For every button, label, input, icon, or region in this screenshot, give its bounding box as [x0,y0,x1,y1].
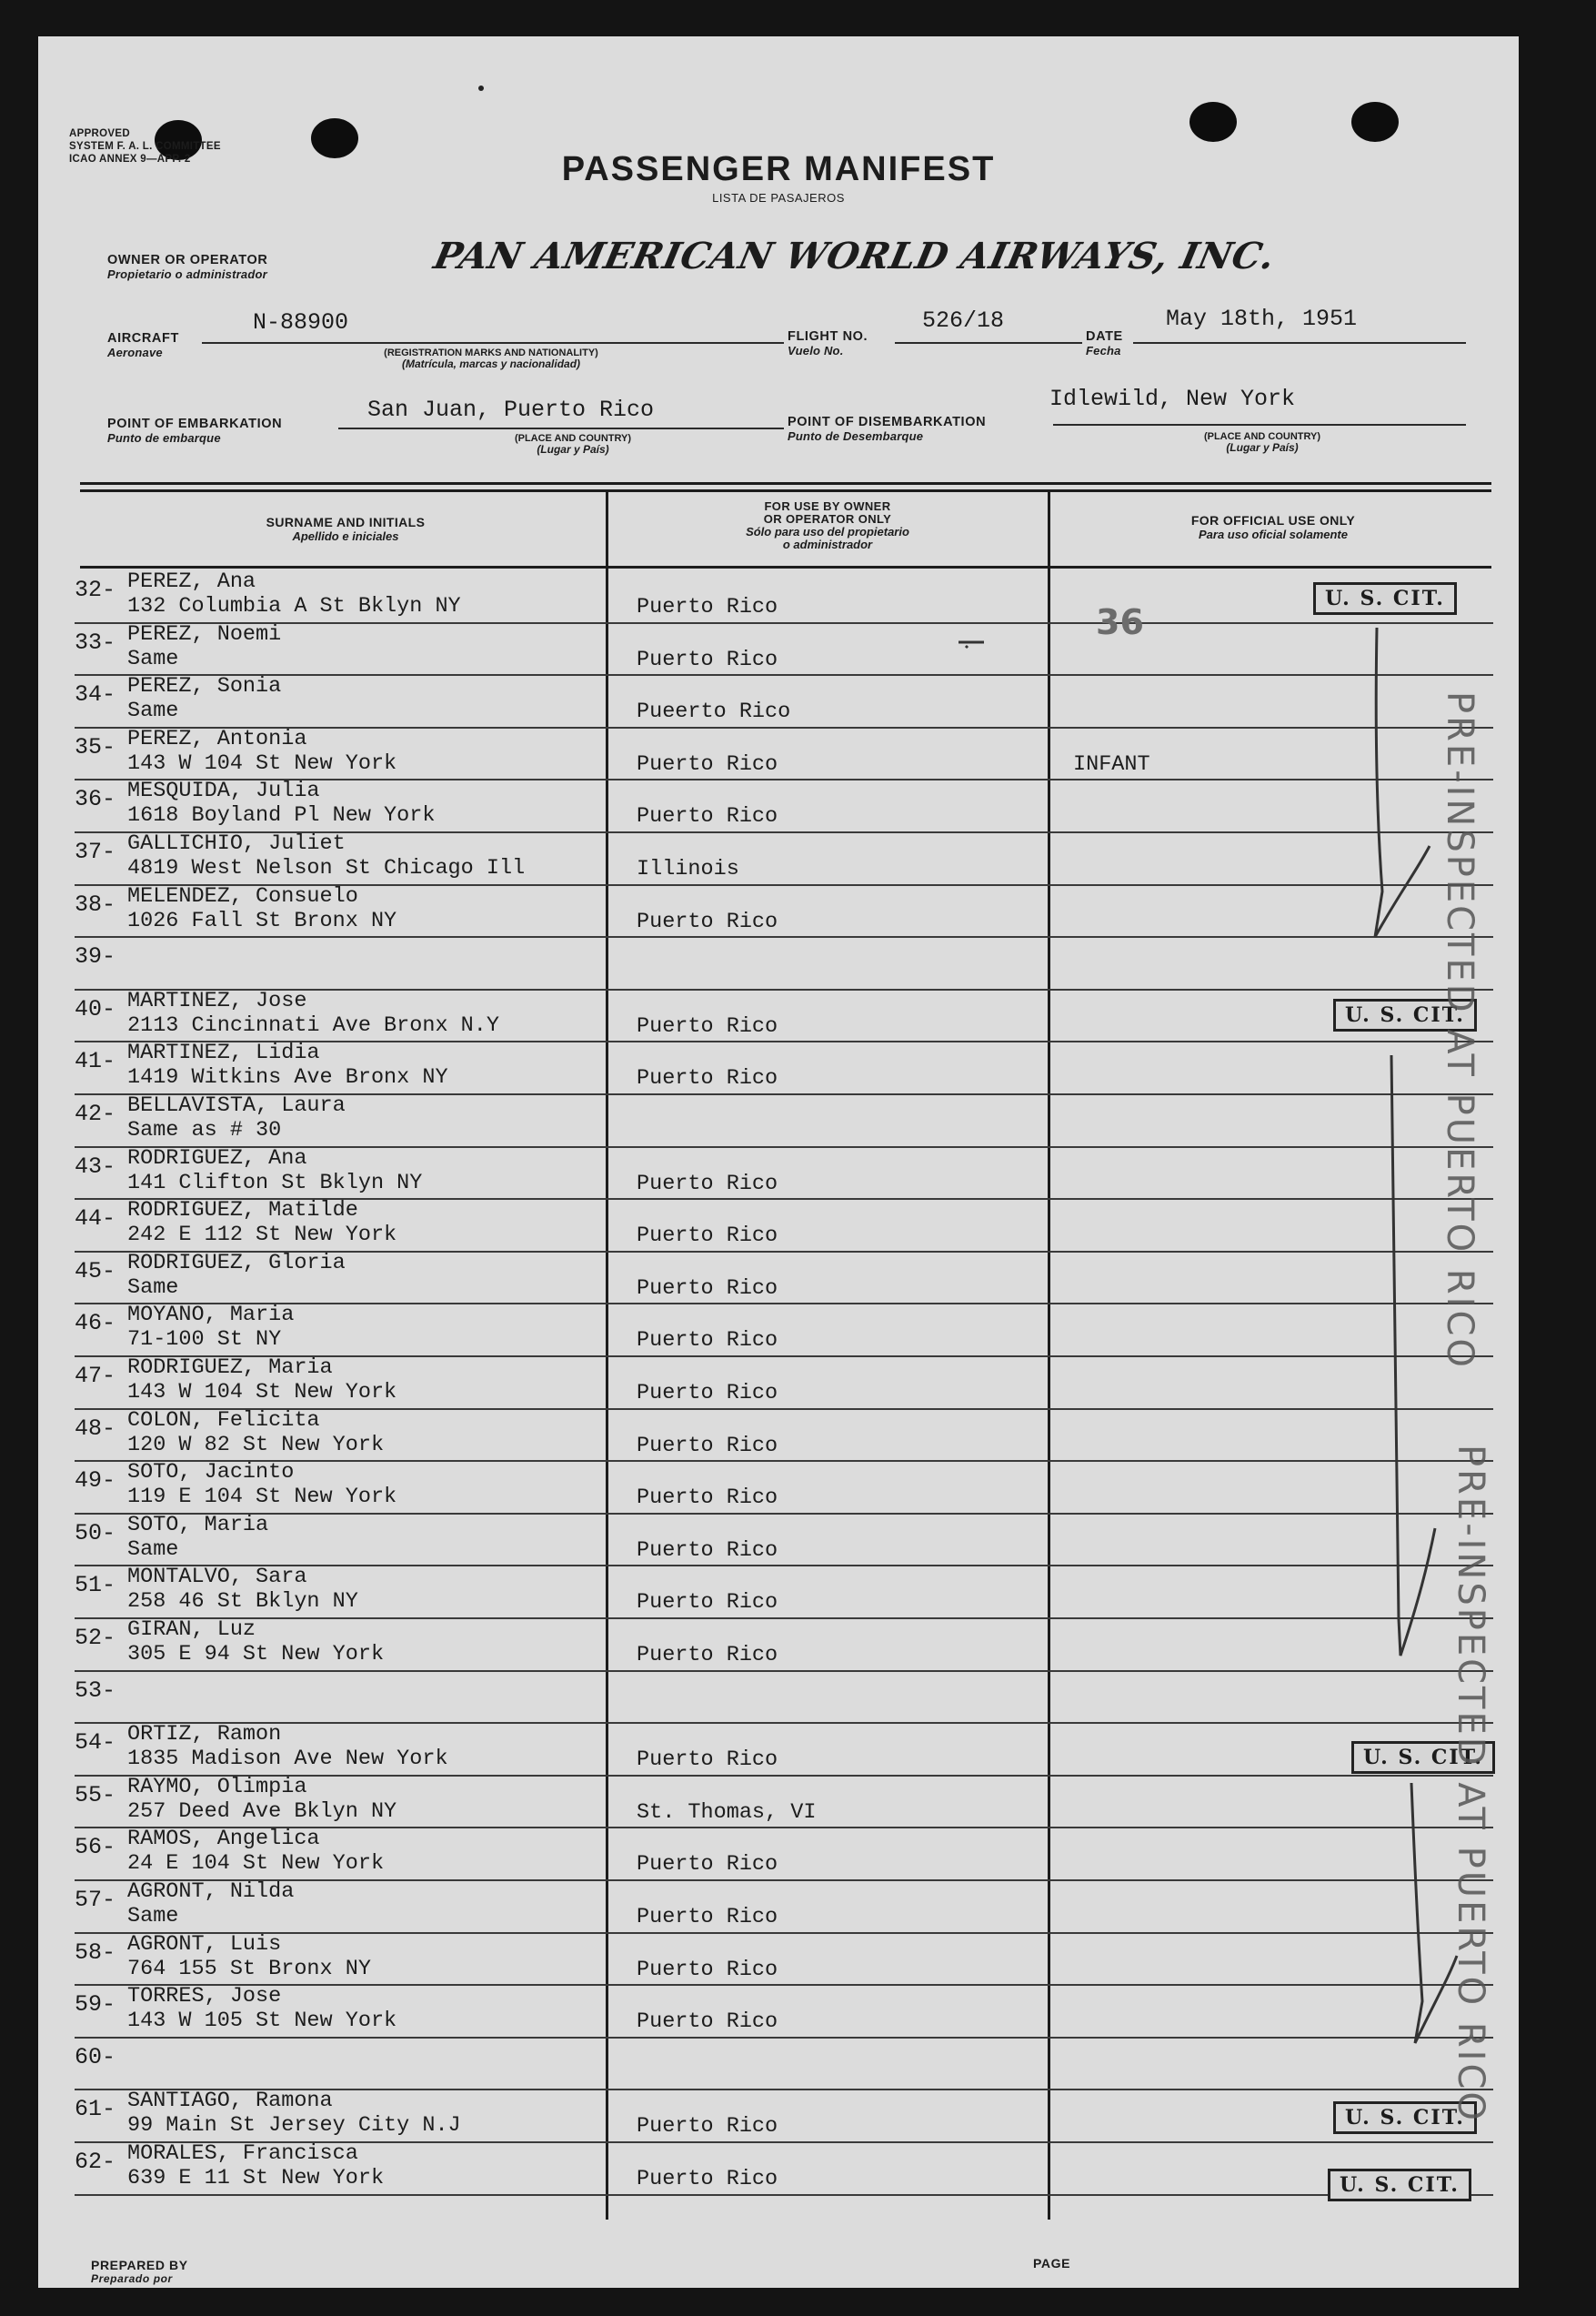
us-citizen-stamp: U. S. CIT. [1328,2169,1471,2201]
approval-line: ICAO ANNEX 9—APP. 2 [69,154,191,165]
residence-cell: Puerto Rico [637,1066,778,1092]
disembarkation-value: Idlewild, New York [1049,386,1296,412]
owner-label-es: Propietario o administrador [107,267,267,281]
approval-note [69,127,221,166]
passenger-name: PEREZ, Antonia [127,726,307,751]
passenger-address: 764 155 St Bronx NY [127,1956,371,1981]
prepared-by-label [91,2258,188,2285]
table-row [75,989,1493,1043]
passenger-address: 258 46 St Bklyn NY [127,1589,358,1615]
passenger-name: MARTINEZ, Jose [127,988,307,1013]
row-number: 44- [75,1205,116,1233]
passenger-name: AGRONT, Luis [127,1931,282,1957]
residence-cell: Puerto Rico [637,909,778,934]
passenger-address: 24 E 104 St New York [127,1851,385,1877]
passenger-name: RODRIGUEZ, Gloria [127,1250,346,1275]
preinspected-stamp: PRE-INSPECTED AT PUERTO RICO [1450,1445,1491,2123]
passenger-address: 242 E 112 St New York [127,1223,397,1248]
column-header-text: SURNAME AND INITIALS [266,515,426,529]
column-header-surname [109,515,582,544]
ink-speck [478,86,484,91]
passenger-address: 119 E 104 St New York [127,1485,397,1510]
table-row [75,1932,1493,1987]
punch-hole [1351,102,1399,142]
row-number: 59- [75,1991,116,2019]
table-row [75,2089,1493,2143]
residence-cell: Puerto Rico [637,1852,778,1878]
table-row [75,2141,1493,2196]
passenger-address: 1618 Boyland Pl New York [127,803,436,829]
passenger-address: 71-100 St NY [127,1327,282,1353]
row-number: 50- [75,1519,116,1546]
residence-cell: Puerto Rico [637,1643,778,1667]
official-use-cell: INFANT [1073,751,1150,777]
aircraft-label-text: AIRCRAFT [107,331,179,346]
place-caption-text: (PLACE AND COUNTRY) [514,433,632,444]
residence-cell: Puerto Rico [637,595,778,619]
residence-cell: St. Thomas, VI [637,1799,817,1825]
preinspected-stamp: PRE-INSPECTED AT PUERTO RICO [1439,691,1481,1370]
us-citizen-stamp: U. S. CIT. [1333,2101,1477,2134]
column-header-official [1064,513,1482,542]
residence-cell: Puerto Rico [637,804,778,830]
embark-label [107,417,282,446]
row-number: 53- [75,1677,116,1704]
place-caption-es: (Lugar y País) [537,443,609,456]
row-number: 57- [75,1887,116,1913]
passenger-name: TORRES, Jose [127,1984,282,2009]
table-row [75,1408,1493,1463]
embark-label-es: Punto de embarque [107,431,221,445]
passenger-address: 1419 Witkins Ave Bronx NY [127,1065,448,1091]
passenger-name: AGRONT, Nilda [127,1879,295,1904]
flight-number: 526/18 [922,307,1005,334]
table-row [75,1565,1493,1619]
row-number: 39- [75,943,116,971]
passenger-name: RODRIGUEZ, Matilde [127,1198,358,1223]
handwritten-number: 36 [1096,602,1144,642]
table-row [75,569,1493,624]
disembark-label [788,415,986,444]
residence-cell: Puerto Rico [637,2009,778,2035]
passenger-name: RAMOS, Angelica [127,1827,320,1852]
table-row [75,1879,1493,1934]
date-label-es: Fecha [1086,344,1121,357]
carrier-name: PAN AMERICAN WORLD AIRWAYS, INC. [430,235,1280,277]
passenger-address: Same as # 30 [127,1118,282,1143]
table-row [75,1670,1493,1725]
passenger-name: SOTO, Jacinto [127,1460,295,1485]
row-number: 32- [75,577,116,603]
table-row [75,779,1493,833]
passenger-name: RODRIGUEZ, Ana [127,1145,307,1171]
row-number: 45- [75,1257,116,1284]
passenger-address: 143 W 104 St New York [127,750,397,776]
residence-cell: Puerto Rico [637,1747,778,1773]
row-number: 42- [75,1101,116,1127]
disembark-label-es: Punto de Desembarque [788,429,924,443]
residence-cell: Puerto Rico [637,2167,778,2191]
embark-label-text: POINT OF EMBARKATION [107,417,283,431]
table-row [75,2037,1493,2091]
place-caption-text: (PLACE AND COUNTRY) [1203,431,1321,442]
column-header-es: Para uso oficial solamente [1198,528,1348,541]
passenger-address: Same [127,646,179,671]
underline [1133,342,1466,344]
table-row [75,1355,1493,1410]
passenger-address: 120 W 82 St New York [127,1432,385,1457]
passenger-name: MOYANO, Maria [127,1303,295,1328]
underline [895,342,1082,344]
aircraft-label-es: Aeronave [107,346,163,359]
row-number: 56- [75,1834,116,1861]
row-number: 55- [75,1781,116,1808]
table-row [75,1198,1493,1253]
residence-cell: Puerto Rico [637,1171,778,1196]
passenger-name: GALLICHIO, Juliet [127,831,346,856]
disembark-label-text: POINT OF DISEMBARKATION [788,415,987,429]
table-row [75,622,1493,677]
passenger-name: RODRIGUEZ, Maria [127,1355,333,1380]
passenger-address: 1026 Fall St Bronx NY [127,908,397,933]
passenger-name: PEREZ, Ana [127,569,256,594]
row-number: 36- [75,786,116,813]
table-rule [80,566,1491,569]
column-header-text: FOR OFFICIAL USE ONLY [1190,513,1356,528]
passenger-name: PEREZ, Sonia [127,674,282,700]
table-row [75,1827,1493,1881]
approval-line: SYSTEM F. A. L. COMMITTEE [69,141,221,152]
row-number: 46- [75,1310,116,1337]
place-caption-es: (Lugar y País) [1226,441,1299,454]
disembark-caption [1171,431,1353,453]
row-number: 40- [75,995,116,1022]
passenger-name: MESQUIDA, Julia [127,779,320,804]
passenger-address: Same [127,1536,179,1562]
column-header-es: Sólo para uso del propietario [746,525,909,539]
residence-cell: Pueerto Rico [637,700,791,725]
column-header-owner [618,500,1037,551]
column-header-es: o administrador [782,538,873,551]
passenger-name: COLON, Felicita [127,1407,320,1433]
passenger-name: MARTINEZ, Lidia [127,1041,320,1066]
passenger-name: RAYMO, Olimpia [127,1774,307,1799]
passenger-name: SANTIAGO, Ramona [127,2089,333,2114]
prepared-by-text: PREPARED BY [91,2258,188,2272]
table-row [75,936,1493,991]
us-citizen-stamp: U. S. CIT. [1313,582,1457,615]
punch-hole [311,118,358,158]
passenger-address: Same [127,699,179,724]
underline [1053,424,1466,426]
aircraft-caption-text: (REGISTRATION MARKS AND NATIONALITY) [384,347,598,358]
passenger-name: MORALES, Francisca [127,2141,358,2166]
page-subtitle: LISTA DE PASAJEROS [712,191,845,205]
passenger-address: 257 Deed Ave Bklyn NY [127,1798,397,1824]
row-number: 41- [75,1048,116,1075]
residence-cell: Puerto Rico [637,1013,778,1039]
row-number: 51- [75,1572,116,1599]
embarkation-value: San Juan, Puerto Rico [367,397,655,423]
aircraft-label [107,331,179,360]
passenger-address: 143 W 104 St New York [127,1380,397,1405]
passenger-name: GIRAN, Luz [127,1617,256,1642]
residence-cell: Illinois [637,857,739,881]
table-row [75,1617,1493,1672]
column-header-text: FOR USE BY OWNER [764,499,891,513]
approval-line: APPROVED [69,128,130,139]
table-row [75,1513,1493,1567]
passenger-address: 305 E 94 St New York [127,1642,385,1667]
residence-cell: Puerto Rico [637,1957,778,1982]
flight-label-es: Vuelo No. [788,344,844,357]
residence-cell: Puerto Rico [637,1381,778,1405]
date-label [1086,329,1123,358]
row-number: 37- [75,839,116,865]
residence-cell: Puerto Rico [637,1328,778,1354]
table-row [75,674,1493,729]
table-row [75,727,1493,781]
prepared-by-es: Preparado por [91,2272,173,2285]
residence-cell: Puerto Rico [637,1223,778,1249]
flight-date: May 18th, 1951 [1166,306,1358,332]
row-number: 38- [75,891,116,918]
passenger-address: 2113 Cincinnati Ave Bronx N.Y [127,1012,499,1038]
passenger-address: 99 Main St Jersey City N.J [127,2113,461,2139]
row-number: 62- [75,2149,116,2175]
column-header-es: Apellido e iniciales [292,529,399,543]
table-row [75,884,1493,939]
passenger-name: PEREZ, Noemi [127,621,282,647]
flight-label [788,329,868,358]
table-row [75,831,1493,886]
row-number: 47- [75,1363,116,1389]
passenger-address: 132 Columbia A St Bklyn NY [127,594,461,619]
row-number: 52- [75,1625,116,1651]
underline [338,428,784,429]
table-rule [80,482,1491,485]
residence-cell: Puerto Rico [637,1485,778,1511]
passenger-name: MELENDEZ, Consuelo [127,883,358,909]
us-citizen-stamp: U. S. CIT. [1333,999,1477,1032]
aircraft-caption-es: (Matrícula, marcas y nacionalidad) [401,357,581,370]
passenger-address: 1835 Madison Ave New York [127,1747,448,1772]
row-number: 48- [75,1415,116,1442]
table-row [75,1984,1493,2039]
residence-cell: Puerto Rico [637,751,778,777]
residence-cell: Puerto Rico [637,2114,778,2140]
row-number: 49- [75,1467,116,1495]
table-row [75,1303,1493,1357]
aircraft-value: N-88900 [253,309,349,336]
residence-cell: Puerto Rico [637,647,778,672]
underline [202,342,784,344]
passenger-address: 143 W 105 St New York [127,2009,397,2034]
passenger-name: MONTALVO, Sara [127,1565,307,1590]
us-citizen-stamp: U. S. CIT. [1351,1741,1495,1774]
page-label: PAGE [1033,2256,1071,2271]
table-row [75,1460,1493,1515]
punch-hole [1189,102,1237,142]
passenger-address: Same [127,1904,179,1928]
row-number: 35- [75,733,116,760]
row-number: 54- [75,1729,116,1757]
passenger-address: 4819 West Nelson St Chicago Ill [127,856,526,881]
row-number: 33- [75,629,116,656]
row-number: 34- [75,681,116,709]
residence-cell: Puerto Rico [637,1537,778,1563]
passenger-address: 141 Clifton St Bklyn NY [127,1170,423,1195]
owner-label-text: OWNER OR OPERATOR [107,253,268,267]
residence-cell: Puerto Rico [637,1275,778,1301]
row-number: 60- [75,2043,116,2070]
table-row [75,1251,1493,1305]
passenger-name: ORTIZ, Ramon [127,1722,282,1747]
page-title: PASSENGER MANIFEST [561,150,996,188]
table-row [75,1093,1493,1148]
date-label-text: DATE [1086,329,1123,344]
residence-cell: Puerto Rico [637,1433,778,1458]
flight-label-text: FLIGHT NO. [788,329,868,344]
table-row [75,1722,1493,1777]
row-number: 43- [75,1153,116,1180]
table-row [75,1041,1493,1095]
passenger-name: SOTO, Maria [127,1512,269,1537]
embark-caption [473,433,673,455]
aircraft-caption [336,347,646,369]
residence-cell: Puerto Rico [637,1905,778,1929]
passenger-name: BELLAVISTA, Laura [127,1093,346,1118]
column-header-text: OR OPERATOR ONLY [763,512,892,526]
owner-label [107,253,267,282]
row-number: 61- [75,2096,116,2123]
table-row [75,1146,1493,1201]
passenger-address: Same [127,1274,179,1300]
passenger-address: 639 E 11 St New York [127,2166,385,2190]
table-row [75,1775,1493,1829]
row-number: 58- [75,1938,116,1966]
table-rule [80,489,1491,492]
residence-cell: Puerto Rico [637,1590,778,1616]
